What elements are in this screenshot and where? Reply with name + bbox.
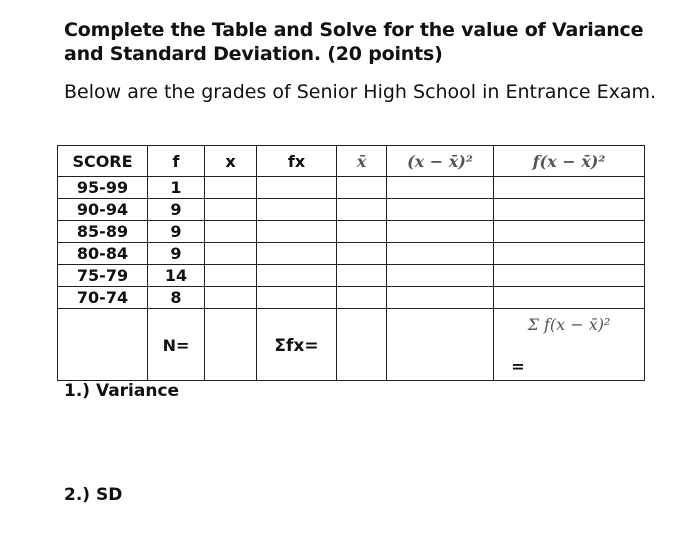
n-total-cell bbox=[148, 309, 205, 381]
x-cell bbox=[205, 265, 257, 287]
score-cell: 85-89 bbox=[58, 221, 148, 243]
sum-f-deviation-label: Σ f(x − x̄)² bbox=[527, 315, 611, 334]
mean-cell bbox=[337, 243, 387, 265]
fx-cell bbox=[257, 265, 337, 287]
frequency-table bbox=[57, 145, 645, 381]
deviation-cell bbox=[387, 221, 494, 243]
f-deviation-cell bbox=[494, 177, 645, 199]
fx-cell bbox=[257, 221, 337, 243]
sum-fx-label: Σfx= bbox=[274, 335, 319, 356]
fx-total-cell bbox=[257, 309, 337, 381]
header-score: SCORE bbox=[58, 146, 148, 177]
mean-cell bbox=[337, 177, 387, 199]
x-total-cell bbox=[205, 309, 257, 381]
deviation-cell bbox=[387, 265, 494, 287]
mean-total-cell bbox=[337, 309, 387, 381]
deviation-cell bbox=[387, 287, 494, 309]
table-row bbox=[58, 243, 645, 265]
document-title: Complete the Table and Solve for the value of Variance and Standard Deviation. (20 points) bbox=[64, 19, 644, 65]
f-deviation-cell bbox=[494, 243, 645, 265]
frequency-cell: 9 bbox=[148, 221, 205, 243]
frequency-cell: 8 bbox=[148, 287, 205, 309]
x-cell bbox=[205, 177, 257, 199]
deviation-cell bbox=[387, 199, 494, 221]
x-cell bbox=[205, 221, 257, 243]
f-deviation-cell bbox=[494, 287, 645, 309]
score-cell: 90-94 bbox=[58, 199, 148, 221]
question-sd: 2.) SD bbox=[64, 485, 123, 505]
equals-sign: = bbox=[511, 357, 525, 376]
f-deviation-cell bbox=[494, 265, 645, 287]
fx-cell bbox=[257, 287, 337, 309]
fx-cell bbox=[257, 177, 337, 199]
n-label: N= bbox=[162, 336, 190, 355]
table-row bbox=[58, 199, 645, 221]
frequency-cell: 9 bbox=[148, 243, 205, 265]
score-cell: 70-74 bbox=[58, 287, 148, 309]
table-row bbox=[58, 265, 645, 287]
deviation-cell bbox=[387, 243, 494, 265]
header-fx: fx bbox=[257, 146, 337, 177]
frequency-cell: 14 bbox=[148, 265, 205, 287]
table-row bbox=[58, 287, 645, 309]
header-mean: x̄ bbox=[337, 146, 387, 177]
f-deviation-total-cell bbox=[494, 309, 645, 381]
header-f-deviation-squared: f(x − x̄)² bbox=[494, 146, 645, 177]
frequency-cell: 1 bbox=[148, 177, 205, 199]
x-cell bbox=[205, 287, 257, 309]
mean-cell bbox=[337, 199, 387, 221]
f-deviation-cell bbox=[494, 221, 645, 243]
header-x: x bbox=[205, 146, 257, 177]
table-row bbox=[58, 221, 645, 243]
mean-cell bbox=[337, 265, 387, 287]
score-cell: 95-99 bbox=[58, 177, 148, 199]
score-cell: 75-79 bbox=[58, 265, 148, 287]
table-header-row bbox=[58, 146, 645, 177]
totals-empty-cell bbox=[58, 309, 148, 381]
header-f: f bbox=[148, 146, 205, 177]
totals-row bbox=[58, 309, 645, 381]
document-subtitle: Below are the grades of Senior High School in Entrance Exam. bbox=[64, 81, 657, 103]
mean-cell bbox=[337, 221, 387, 243]
deviation-cell bbox=[387, 177, 494, 199]
fx-cell bbox=[257, 199, 337, 221]
table-row bbox=[58, 177, 645, 199]
score-cell: 80-84 bbox=[58, 243, 148, 265]
frequency-cell: 9 bbox=[148, 199, 205, 221]
deviation-total-cell bbox=[387, 309, 494, 381]
x-cell bbox=[205, 243, 257, 265]
f-deviation-cell bbox=[494, 199, 645, 221]
header-deviation-squared: (x − x̄)² bbox=[387, 146, 494, 177]
fx-cell bbox=[257, 243, 337, 265]
question-variance: 1.) Variance bbox=[64, 381, 180, 401]
x-cell bbox=[205, 199, 257, 221]
mean-cell bbox=[337, 287, 387, 309]
